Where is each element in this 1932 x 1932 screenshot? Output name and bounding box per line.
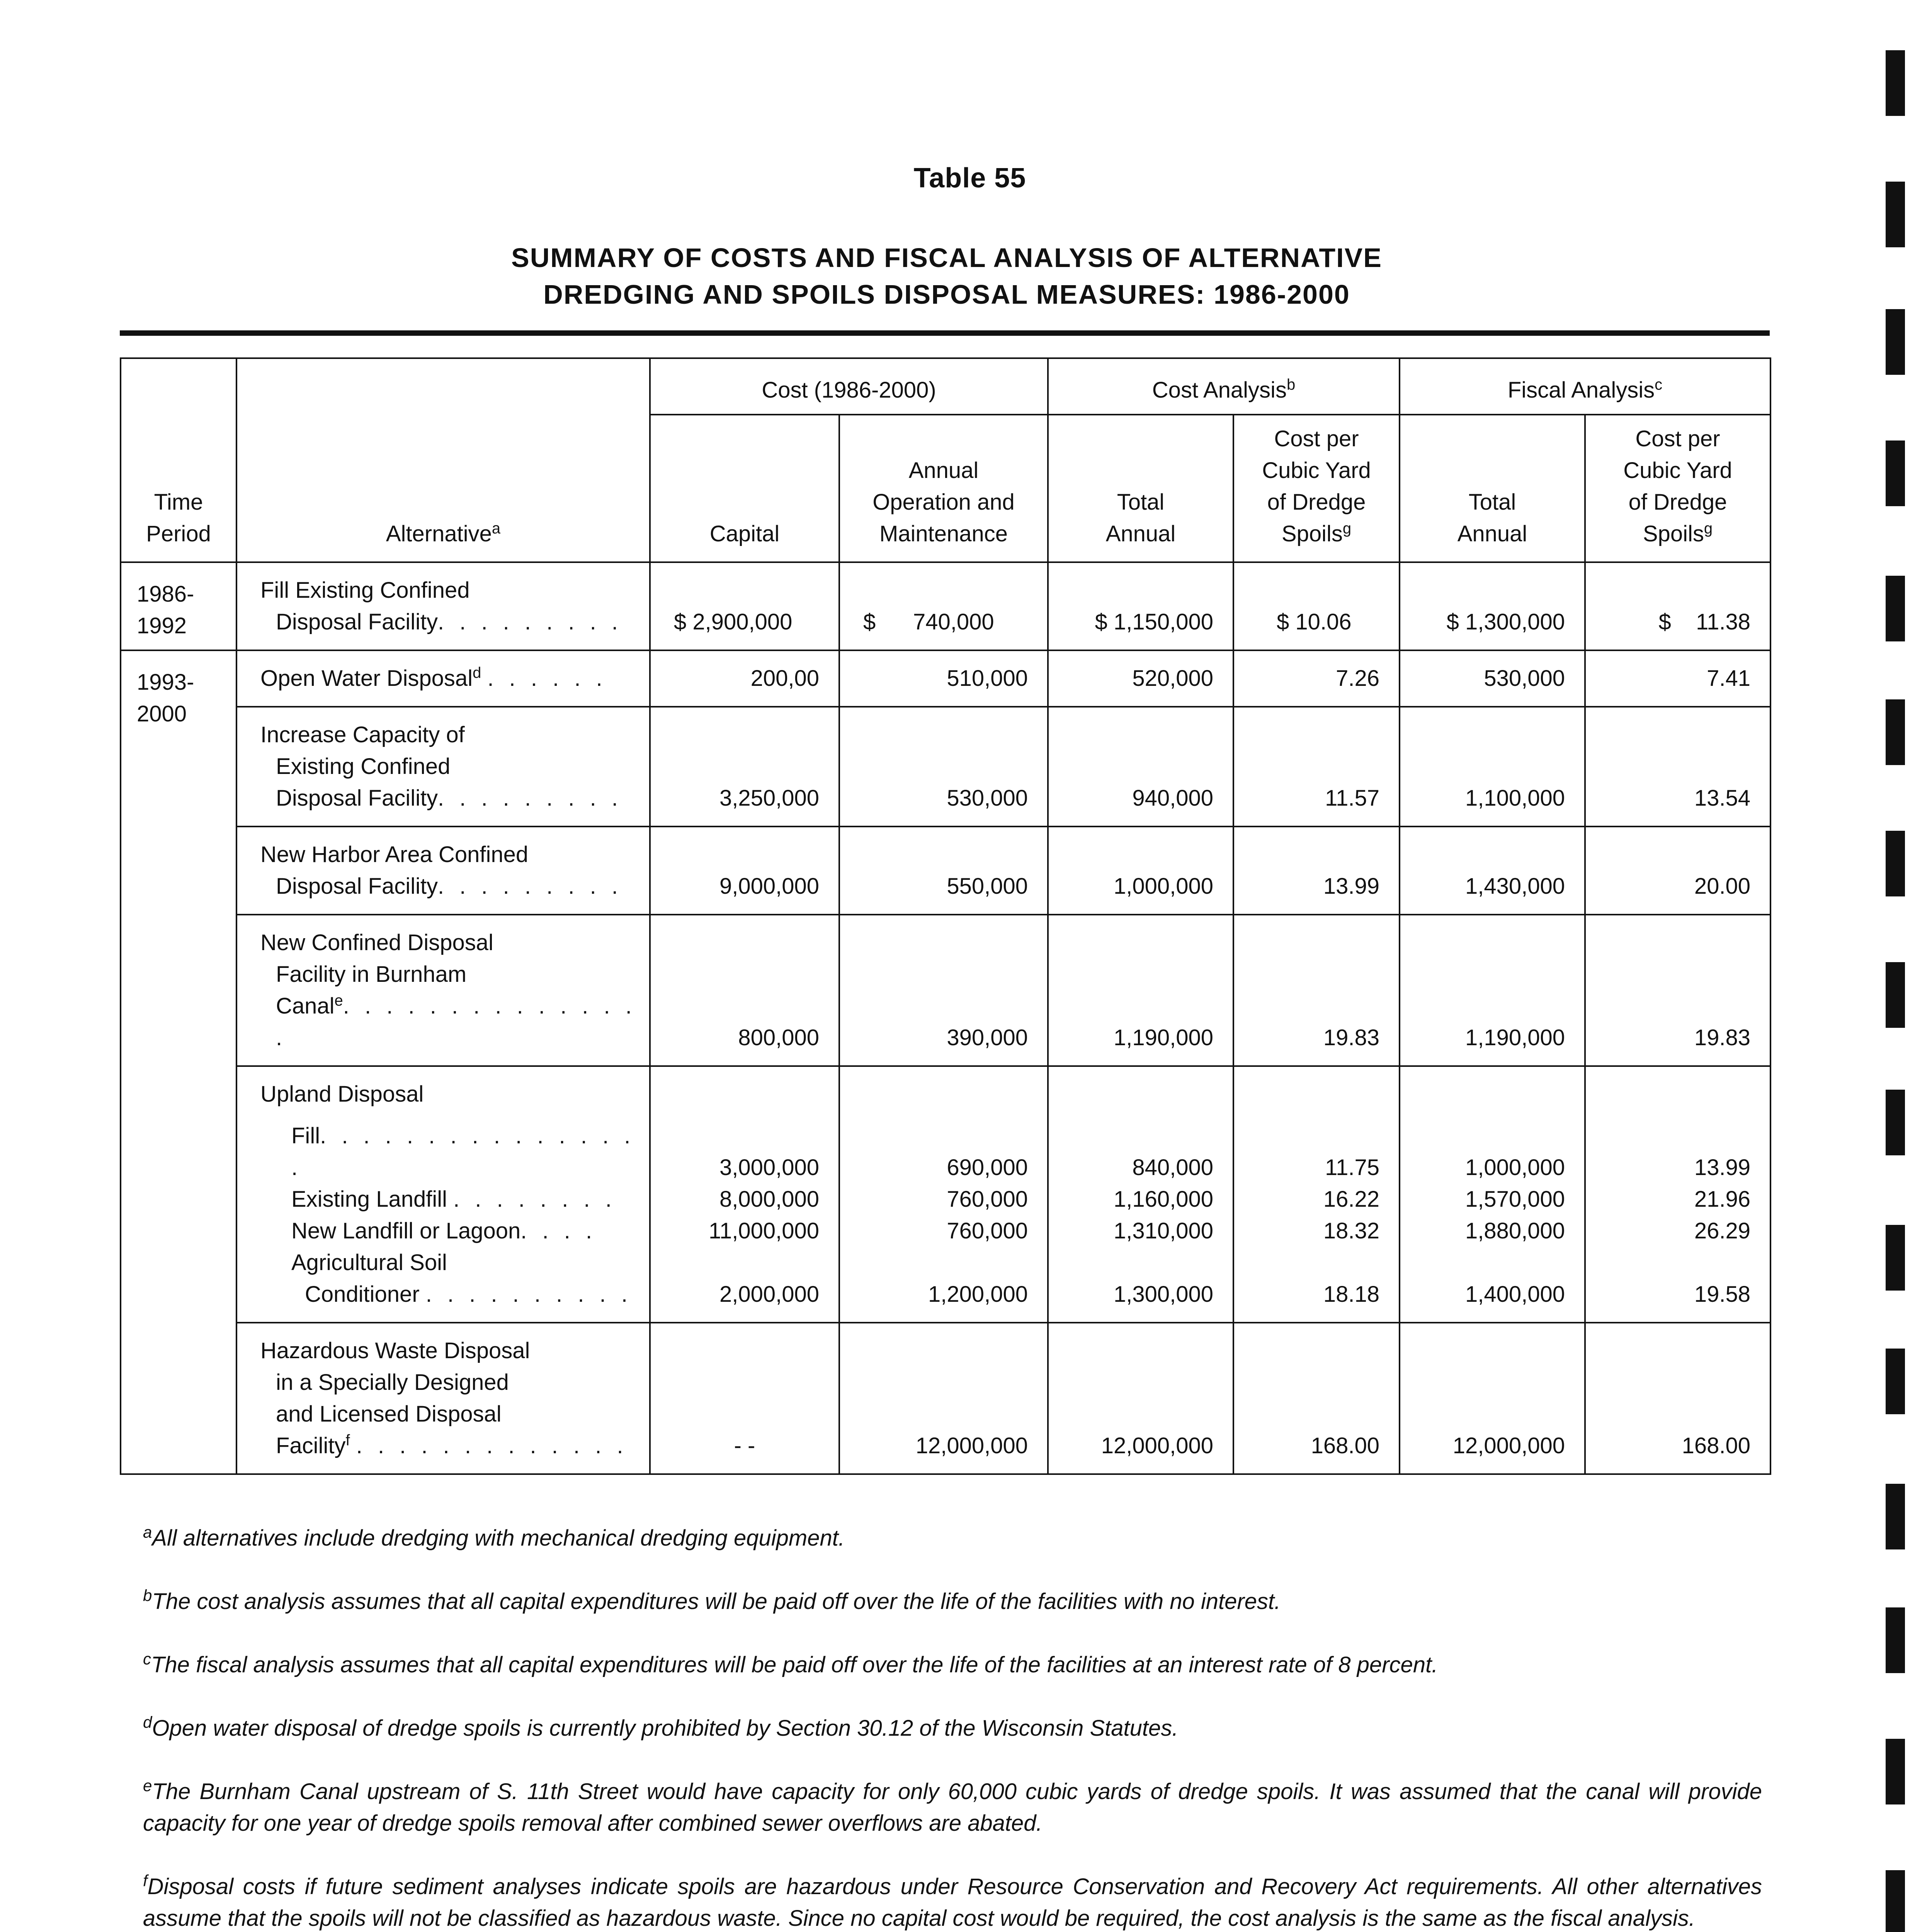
header-text: Fiscal Analysis bbox=[1507, 378, 1655, 403]
fiscal-total-cell: 1,100,000 bbox=[1400, 707, 1585, 827]
fiscal-cy-value: 13.99 bbox=[1694, 1155, 1750, 1180]
alternative-heading: Upland Disposal bbox=[260, 1082, 424, 1107]
om-value: 690,000 bbox=[947, 1155, 1028, 1180]
leader-dots: . . . . bbox=[520, 1218, 597, 1243]
edge-mark bbox=[1886, 699, 1905, 765]
edge-mark bbox=[1886, 1739, 1905, 1804]
total-annual-cell: 1,000,000 bbox=[1048, 827, 1233, 915]
alternative-text: Disposal Facility bbox=[276, 609, 438, 634]
footnote-ref: g bbox=[1342, 520, 1352, 537]
header-text: Annual bbox=[1457, 521, 1527, 546]
cost-cy-value: 11.75 bbox=[1325, 1155, 1379, 1180]
footnote-d bbox=[143, 1713, 1762, 1744]
cost-cy-cell bbox=[1233, 1066, 1400, 1323]
edge-mark bbox=[1886, 50, 1905, 116]
capital-value: 11,000,000 bbox=[709, 1218, 819, 1243]
cost-cy-cell: 13.99 bbox=[1233, 827, 1400, 915]
capital-value: 2,000,000 bbox=[719, 1282, 819, 1307]
capital-cell: 200,00 bbox=[650, 650, 839, 707]
capital-cell: 9,000,000 bbox=[650, 827, 839, 915]
fiscal-total-cell: 12,000,000 bbox=[1400, 1323, 1585, 1474]
total-annual-cell: 940,000 bbox=[1048, 707, 1233, 827]
leader-dots: . . . . . . . . . bbox=[438, 609, 622, 634]
alternative-text: and Licensed Disposal bbox=[276, 1401, 502, 1427]
edge-mark bbox=[1886, 962, 1905, 1028]
cost-cy-value: 16.22 bbox=[1323, 1187, 1379, 1212]
alternative-text: Conditioner bbox=[305, 1282, 420, 1307]
alternative-text: Canal bbox=[276, 993, 335, 1019]
om-value: 760,000 bbox=[947, 1187, 1028, 1212]
footnote-marker: f bbox=[143, 1871, 148, 1890]
fiscal-total-value: 1,570,000 bbox=[1465, 1187, 1565, 1212]
cost-cy-value: 18.32 bbox=[1323, 1218, 1379, 1243]
header-text: Alternative bbox=[386, 521, 492, 546]
total-annual-value: 1,160,000 bbox=[1113, 1187, 1213, 1212]
alternative-text: New Landfill or Lagoon bbox=[291, 1218, 521, 1243]
footnote-text: All alternatives include dredging with mechanical dredging equipment. bbox=[152, 1526, 845, 1551]
table-label: Table 55 bbox=[913, 163, 1026, 194]
cost-cy-cell: 7.26 bbox=[1233, 650, 1400, 707]
capital-value: 8,000,000 bbox=[719, 1187, 819, 1212]
total-annual-cell bbox=[1048, 1066, 1233, 1323]
fiscal-cy-cell bbox=[1585, 1066, 1770, 1323]
fiscal-cy-cell: 7.41 bbox=[1585, 650, 1770, 707]
cost-table-container bbox=[120, 357, 1770, 1475]
fiscal-total-value: 1,400,000 bbox=[1465, 1282, 1565, 1307]
alternative-text: Facility bbox=[276, 1433, 346, 1458]
fiscal-total-value: 1,000,000 bbox=[1465, 1155, 1565, 1180]
edge-mark bbox=[1886, 1870, 1905, 1932]
footnote-f bbox=[143, 1871, 1762, 1932]
alternative-text: Existing Confined bbox=[276, 754, 451, 779]
footnotes bbox=[143, 1522, 1762, 1932]
capital-cell: $ 2,900,000 bbox=[650, 562, 839, 650]
header-text: of Dredge bbox=[1628, 490, 1727, 515]
alternative-text: Hazardous Waste Disposal bbox=[260, 1338, 530, 1363]
fiscal-total-cell: 530,000 bbox=[1400, 650, 1585, 707]
time-period-cell bbox=[121, 650, 236, 1474]
capital-value: 3,000,000 bbox=[719, 1155, 819, 1180]
edge-mark bbox=[1886, 1484, 1905, 1549]
edge-mark bbox=[1886, 576, 1905, 641]
leader-dots: . . . . . . . . bbox=[453, 1187, 616, 1212]
footnote-text: The cost analysis assumes that all capital expenditures will be paid off over the life of the facilities with no interest. bbox=[152, 1589, 1281, 1614]
footnote-ref: b bbox=[1286, 376, 1296, 393]
leader-dots: . . . . . . . . . . . . . bbox=[356, 1433, 628, 1458]
edge-mark bbox=[1886, 1349, 1905, 1414]
alternative-cell bbox=[236, 1066, 650, 1323]
fiscal-cy-cell: $ 11.38 bbox=[1585, 562, 1770, 650]
total-annual-value: 840,000 bbox=[1132, 1155, 1213, 1180]
header-text: Time bbox=[154, 490, 203, 515]
header-time-period bbox=[121, 358, 236, 562]
fiscal-cy-cell: 168.00 bbox=[1585, 1323, 1770, 1474]
header-alternative bbox=[236, 358, 650, 562]
leader-dots: . . . . . . bbox=[487, 666, 607, 691]
total-annual-value: 1,300,000 bbox=[1113, 1282, 1213, 1307]
edge-mark bbox=[1886, 831, 1905, 896]
total-annual-value: 1,310,000 bbox=[1113, 1218, 1213, 1243]
capital-cell bbox=[650, 1066, 839, 1323]
period-text: 2000 bbox=[137, 701, 187, 726]
alternative-text: Fill Existing Confined bbox=[260, 578, 470, 603]
header-fiscal-total-annual bbox=[1400, 415, 1585, 562]
header-text: Cubic Yard bbox=[1262, 458, 1371, 483]
header-capital: Capital bbox=[650, 415, 839, 562]
fiscal-cy-cell: 20.00 bbox=[1585, 827, 1770, 915]
alternative-text: Existing Landfill bbox=[291, 1187, 447, 1212]
alternative-cell bbox=[236, 650, 650, 707]
om-cell: 510,000 bbox=[839, 650, 1048, 707]
alternative-cell bbox=[236, 1323, 650, 1474]
alternative-text: Open Water Disposal bbox=[260, 666, 473, 691]
om-cell: 550,000 bbox=[839, 827, 1048, 915]
time-period-cell bbox=[121, 562, 236, 650]
om-cell bbox=[839, 1066, 1048, 1323]
header-text: Total bbox=[1468, 490, 1516, 515]
cost-cy-value: 18.18 bbox=[1323, 1282, 1379, 1307]
capital-cell: - - bbox=[650, 1323, 839, 1474]
leader-dots: . . . . . . . . . . . . . . . . bbox=[291, 1123, 635, 1180]
alternative-text: Agricultural Soil bbox=[291, 1250, 447, 1275]
edge-mark bbox=[1886, 1090, 1905, 1155]
alternative-text: Disposal Facility bbox=[276, 874, 438, 899]
table-row bbox=[121, 827, 1770, 915]
header-annual-om bbox=[839, 415, 1048, 562]
header-text: Annual bbox=[908, 458, 979, 483]
footnote-text: The fiscal analysis assumes that all capital expenditures will be paid off over the life of the facilities at an interest rate of 8 percent. bbox=[151, 1652, 1438, 1677]
footnote-marker: c bbox=[143, 1650, 151, 1668]
edge-mark bbox=[1886, 440, 1905, 506]
om-cell: 530,000 bbox=[839, 707, 1048, 827]
footnote-ref: d bbox=[473, 664, 481, 682]
title-rule bbox=[120, 330, 1770, 336]
cost-cy-cell: $ 10.06 bbox=[1233, 562, 1400, 650]
alternative-text: New Confined Disposal bbox=[260, 930, 493, 955]
header-text: Operation and bbox=[872, 490, 1015, 515]
footnote-marker: b bbox=[143, 1586, 152, 1605]
header-text: Cost per bbox=[1274, 426, 1359, 451]
footnote-text: Open water disposal of dredge spoils is currently prohibited by Section 30.12 of the Wisconsin Statutes. bbox=[152, 1716, 1179, 1741]
footnote-b bbox=[143, 1586, 1762, 1617]
leader-dots: . . . . . . . . . . bbox=[425, 1282, 632, 1307]
leader-dots: . . . . . . . . . bbox=[438, 786, 622, 811]
table-row bbox=[121, 707, 1770, 827]
header-text: Maintenance bbox=[879, 521, 1008, 546]
header-text: Annual bbox=[1105, 521, 1176, 546]
footnote-e bbox=[143, 1776, 1762, 1839]
alternative-text: Increase Capacity of bbox=[260, 722, 465, 747]
total-annual-cell: $ 1,150,000 bbox=[1048, 562, 1233, 650]
fiscal-cy-cell: 13.54 bbox=[1585, 707, 1770, 827]
header-cost-per-cy bbox=[1233, 415, 1400, 562]
table-title bbox=[116, 240, 1777, 313]
footnote-marker: e bbox=[143, 1776, 152, 1795]
table-row bbox=[121, 1066, 1770, 1323]
footnote-ref: f bbox=[345, 1432, 350, 1449]
alternative-text: Facility in Burnham bbox=[276, 962, 467, 987]
om-cell: $ 740,000 bbox=[839, 562, 1048, 650]
om-value: 1,200,000 bbox=[928, 1282, 1028, 1307]
total-annual-cell: 12,000,000 bbox=[1048, 1323, 1233, 1474]
footnote-ref: e bbox=[334, 992, 343, 1009]
table-row bbox=[121, 915, 1770, 1066]
fiscal-cy-value: 19.58 bbox=[1694, 1282, 1750, 1307]
header-text: Spoils bbox=[1281, 521, 1343, 546]
edge-mark bbox=[1886, 1607, 1905, 1673]
footnote-text: Disposal costs if future sediment analyses indicate spoils are hazardous under Resource Conservation and Recovery Act requirements. All other alternatives assume that the spoils will not be classified as hazardous waste. Since no capital cost would be required, the cost analysis is the same as the fiscal analysis. bbox=[143, 1874, 1762, 1931]
header-fiscal-cost-per-cy bbox=[1585, 415, 1770, 562]
header-text: Cost Analysis bbox=[1152, 378, 1287, 403]
alternative-cell bbox=[236, 827, 650, 915]
footnote-ref: g bbox=[1704, 520, 1713, 537]
header-text: Cost per bbox=[1635, 426, 1720, 451]
fiscal-total-cell: 1,190,000 bbox=[1400, 915, 1585, 1066]
fiscal-total-cell: 1,430,000 bbox=[1400, 827, 1585, 915]
header-text: Spoils bbox=[1643, 521, 1704, 546]
cost-table bbox=[120, 357, 1771, 1475]
header-group-cost-analysis bbox=[1048, 358, 1400, 415]
table-row bbox=[121, 562, 1770, 650]
fiscal-total-cell bbox=[1400, 1066, 1585, 1323]
table-row bbox=[121, 1323, 1770, 1474]
footnote-marker: a bbox=[143, 1523, 152, 1541]
fiscal-total-value: 1,880,000 bbox=[1465, 1218, 1565, 1243]
footnote-marker: d bbox=[143, 1713, 152, 1731]
title-line: DREDGING AND SPOILS DISPOSAL MEASURES: 1986-2000 bbox=[543, 279, 1350, 310]
leader-dots: . . . . . . . . . bbox=[438, 874, 622, 899]
edge-mark bbox=[1886, 309, 1905, 375]
fiscal-cy-value: 21.96 bbox=[1694, 1187, 1750, 1212]
capital-cell: 800,000 bbox=[650, 915, 839, 1066]
table-row bbox=[121, 650, 1770, 707]
om-cell: 390,000 bbox=[839, 915, 1048, 1066]
header-group-cost: Cost (1986-2000) bbox=[650, 358, 1048, 415]
cost-cy-cell: 168.00 bbox=[1233, 1323, 1400, 1474]
header-group-row bbox=[121, 358, 1770, 415]
footnote-c bbox=[143, 1649, 1762, 1681]
total-annual-cell: 520,000 bbox=[1048, 650, 1233, 707]
alternative-text: Fill bbox=[291, 1123, 320, 1148]
om-cell: 12,000,000 bbox=[839, 1323, 1048, 1474]
footnote-ref: c bbox=[1655, 376, 1663, 393]
footnote-text: The Burnham Canal upstream of S. 11th Street would have capacity for only 60,000 cubic yards of dredge spoils. It was assumed that the canal will provide capacity for one year of dredge spoils removal after combined sewer overflows are abated. bbox=[143, 1779, 1762, 1836]
fiscal-cy-cell: 19.83 bbox=[1585, 915, 1770, 1066]
header-text: Period bbox=[146, 521, 211, 546]
alternative-text: New Harbor Area Confined bbox=[260, 842, 529, 867]
total-annual-cell: 1,190,000 bbox=[1048, 915, 1233, 1066]
period-text: 1992 bbox=[137, 613, 187, 638]
alternative-cell bbox=[236, 915, 650, 1066]
binding-edge-marks bbox=[1886, 0, 1909, 1932]
fiscal-total-cell: $ 1,300,000 bbox=[1400, 562, 1585, 650]
footnote-ref: a bbox=[492, 520, 501, 537]
alternative-text: in a Specially Designed bbox=[276, 1370, 509, 1395]
alternative-cell bbox=[236, 707, 650, 827]
period-text: 1993- bbox=[137, 670, 194, 695]
header-text: Cubic Yard bbox=[1623, 458, 1732, 483]
period-text: 1986- bbox=[137, 582, 194, 607]
title-line: SUMMARY OF COSTS AND FISCAL ANALYSIS OF ALTERNATIVE bbox=[511, 243, 1382, 273]
header-group-fiscal-analysis bbox=[1400, 358, 1770, 415]
header-text: of Dredge bbox=[1267, 490, 1366, 515]
leader-dots: . . . . . . . . . . . . . . . bbox=[276, 993, 636, 1050]
capital-cell: 3,250,000 bbox=[650, 707, 839, 827]
alternative-text: Disposal Facility bbox=[276, 786, 438, 811]
edge-mark bbox=[1886, 1225, 1905, 1291]
header-total-annual bbox=[1048, 415, 1233, 562]
alternative-cell bbox=[236, 562, 650, 650]
cost-cy-cell: 19.83 bbox=[1233, 915, 1400, 1066]
footnote-a bbox=[143, 1522, 1762, 1554]
om-value: 760,000 bbox=[947, 1218, 1028, 1243]
header-text: Total bbox=[1117, 490, 1165, 515]
fiscal-cy-value: 26.29 bbox=[1694, 1218, 1750, 1243]
cost-cy-cell: 11.57 bbox=[1233, 707, 1400, 827]
